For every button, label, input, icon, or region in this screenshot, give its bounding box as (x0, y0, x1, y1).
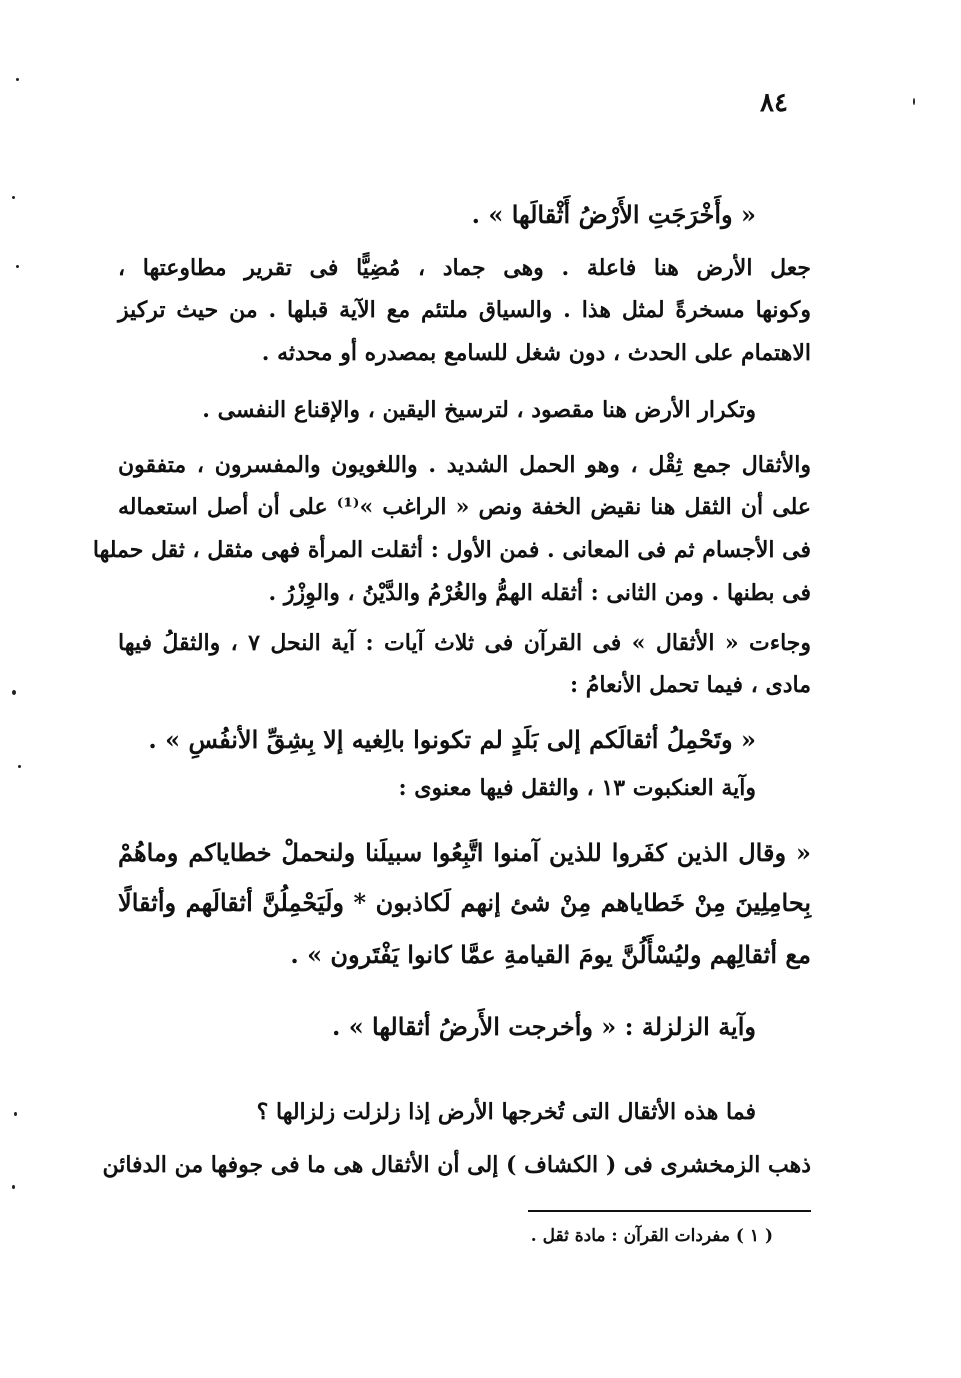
scan-speck (18, 765, 21, 768)
text-line: وكونها مسخرةً لمثل هذا . والسياق ملتئم مع الآية قبلها . من حيث تركيز (118, 297, 811, 323)
text-line: وآية العنكبوت ١٣ ، والثقل فيها معنوى : (398, 775, 756, 801)
text-line: ذهب الزمخشرى فى ( الكشاف ) إلى أن الأثقال هى ما فى جوفها من الدفائن (102, 1152, 811, 1178)
text-line: وآية الزلزلة : « وأخرجت الأَرضُ أثقالها » . (331, 1012, 756, 1041)
text-line: وجاءت « الأثقال » فى القرآن فى ثلاث آيات : آية النحل ٧ ، والثقلُ فيها (118, 630, 811, 656)
scan-speck (12, 1185, 15, 1189)
text-line: « وتَحْمِلُ أثقالَكم إلى بَلَدٍ لم تكونوا بالِغيه إلا بِشِقِّ الأنفُسِ » . (148, 725, 756, 754)
text-line: جعل الأرض هنا فاعلة . وهى جماد ، مُضِيًّا فى تقرير مطاوعتها ، (118, 255, 811, 281)
text-line: فى بطنها . ومن الثانى : أثقله الهمُّ والغُرْمُ والدَّيْنُ ، والوِزْرُ . (268, 580, 811, 606)
text-line: فى الأجسام ثم فى المعانى . فمن الأول : أثقلت المرأة فهى مثقل ، ثقل حملها (92, 537, 811, 563)
text-line: مادى ، فيما تحمل الأنعامُ : (569, 672, 811, 698)
scan-speck (14, 1112, 17, 1116)
text-line: بِحامِلِينَ مِنْ خَطاياهم مِنْ شئ إنهم لَكاذبون * ولَيَحْمِلُنَّ أثقالَهم وأثقالًا (118, 888, 811, 917)
text-line: الاهتمام على الحدث ، دون شغل للسامع بمصدره أو محدثه . (261, 340, 811, 366)
text-line: فما هذه الأثقال التى تُخرجها الأرض إذا زلزلت زلزالها ؟ (256, 1099, 756, 1125)
text-line: والأثقال جمع ثِقْل ، وهو الحمل الشديد . واللغويون والمفسرون ، متفقون (118, 452, 811, 478)
text-line: « وقال الذين كفَروا للذين آمنوا اتَّبِعُوا سبيلَنا ولنحملْ خطاياكم وماهُمْ (118, 838, 811, 867)
text-line: « وأَخْرَجَتِ الأَرْضُ أَثْقالَها » . (471, 200, 756, 229)
page-number: ٨٤ (760, 88, 788, 118)
text-line: على أن الثقل هنا نقيض الخفة ونص « الراغب »⁽¹⁾ على أن أصل استعماله (118, 494, 811, 520)
text-line: مع أثقالِهم وليُسْأَلُنَّ يومَ القيامةِ عمَّا كانوا يَفْتَرون » . (290, 940, 811, 969)
scan-speck (12, 690, 16, 695)
scan-speck (913, 98, 915, 105)
footnote: ( ١ ) مفردات القرآن : مادة ثقل . (530, 1226, 773, 1246)
text-line: وتكرار الأرض هنا مقصود ، لترسيخ اليقين ، والإقناع النفسى . (202, 397, 756, 423)
footnote-divider (528, 1210, 811, 1212)
scan-speck (16, 265, 19, 268)
scan-speck (12, 196, 15, 199)
scan-speck (16, 78, 19, 81)
